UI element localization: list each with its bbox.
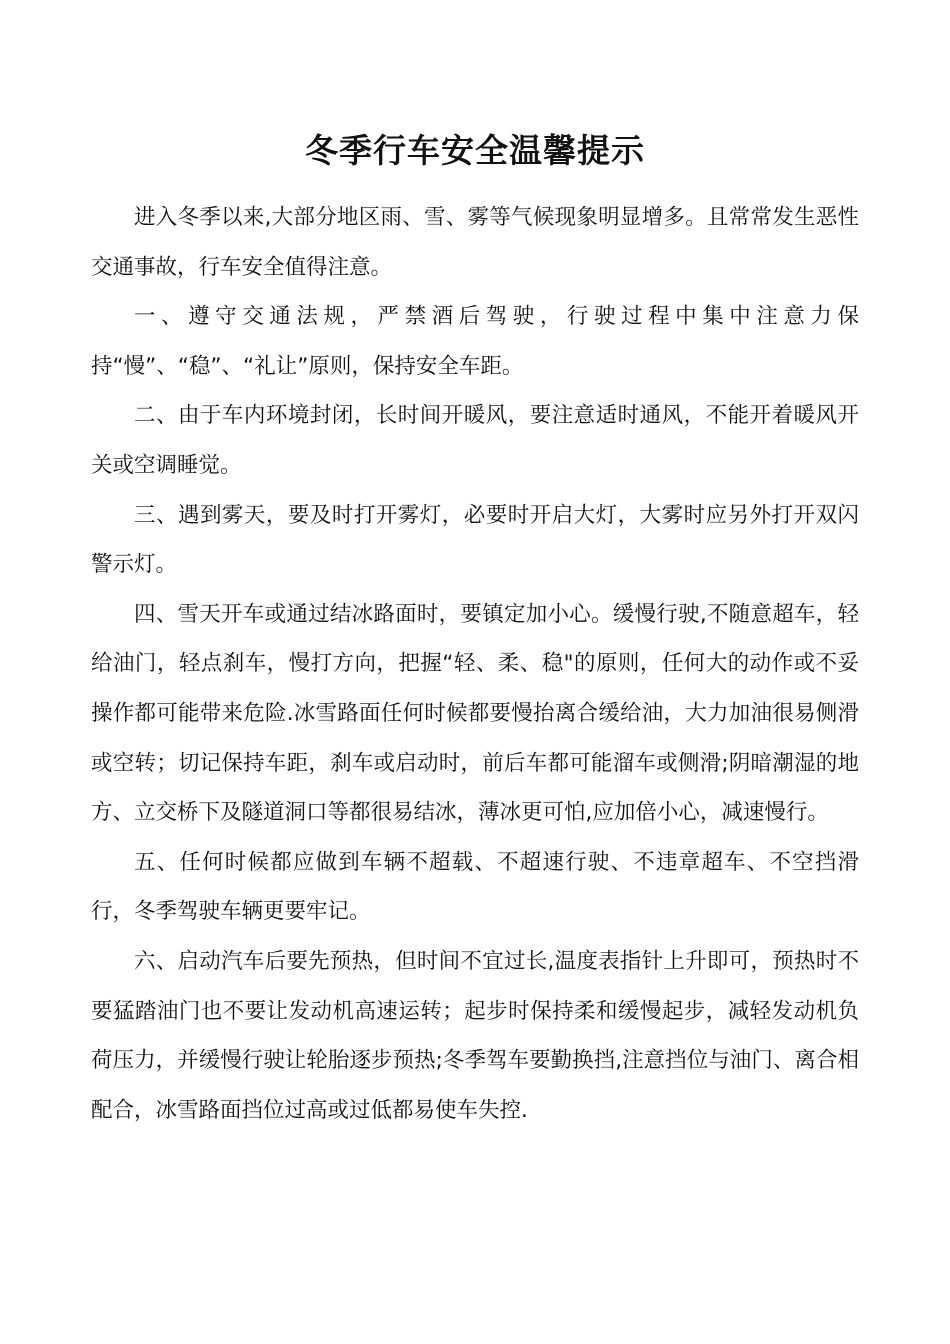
- document-body: [91, 193, 859, 1135]
- tip-paragraph-3: 三、遇到雾天，要及时打开雾灯，必要时开启大灯，大雾时应另外打开双闪警示灯。: [91, 502, 859, 578]
- tip-paragraph-1: 一、遵守交通法规，严禁酒后驾驶，行驶过程中集中注意力保持“慢”、“稳”、“礼让”原则，保持安全车距。: [91, 304, 859, 379]
- tip-paragraph-2: 二、由于车内环境封闭，长时间开暖风，要注意适时通风，不能开着暖风开关或空调睡觉。: [91, 403, 859, 478]
- tip-paragraph-5: 五、任何时候都应做到车辆不超载、不超速行驶、不违章超车、不空挡滑行，冬季驾驶车辆更要牢记。: [91, 849, 859, 925]
- tip-paragraph-6: 六、启动汽车后要先预热，但时间不宜过长,温度表指针上升即可，预热时不要猛踏油门也不要让发动机高速运转；起步时保持柔和缓慢起步，减轻发动机负荷压力，并缓慢行驶让轮胎逐步预热;冬季驾车要勤换挡,注意挡位与油门、离合相配合，冰雪路面挡位过高或过低都易使车失控.: [91, 948, 859, 1123]
- tip-paragraph-4: 四、雪天开车或通过结冰路面时，要镇定加小心。缓慢行驶,不随意超车，轻给油门，轻点刹车，慢打方向，把握“轻、柔、稳"的原则，任何大的动作或不妥操作都可能带来危险.冰雪路面任何时候都要慢抬离合缓给油，大力加油很易侧滑或空转；切记保持车距，刹车或启动时，前后车都可能溜车或侧滑;阴暗潮湿的地方、立交桥下及隧道洞口等都很易结冰，薄冰更可怕,应加倍小心，减速慢行。: [91, 601, 859, 826]
- document-title: 冬季行车安全温馨提示: [305, 131, 645, 170]
- intro-paragraph: 进入冬季以来,大部分地区雨、雪、雾等气候现象明显增多。且常常发生恶性交通事故，行车安全值得注意。: [91, 205, 859, 280]
